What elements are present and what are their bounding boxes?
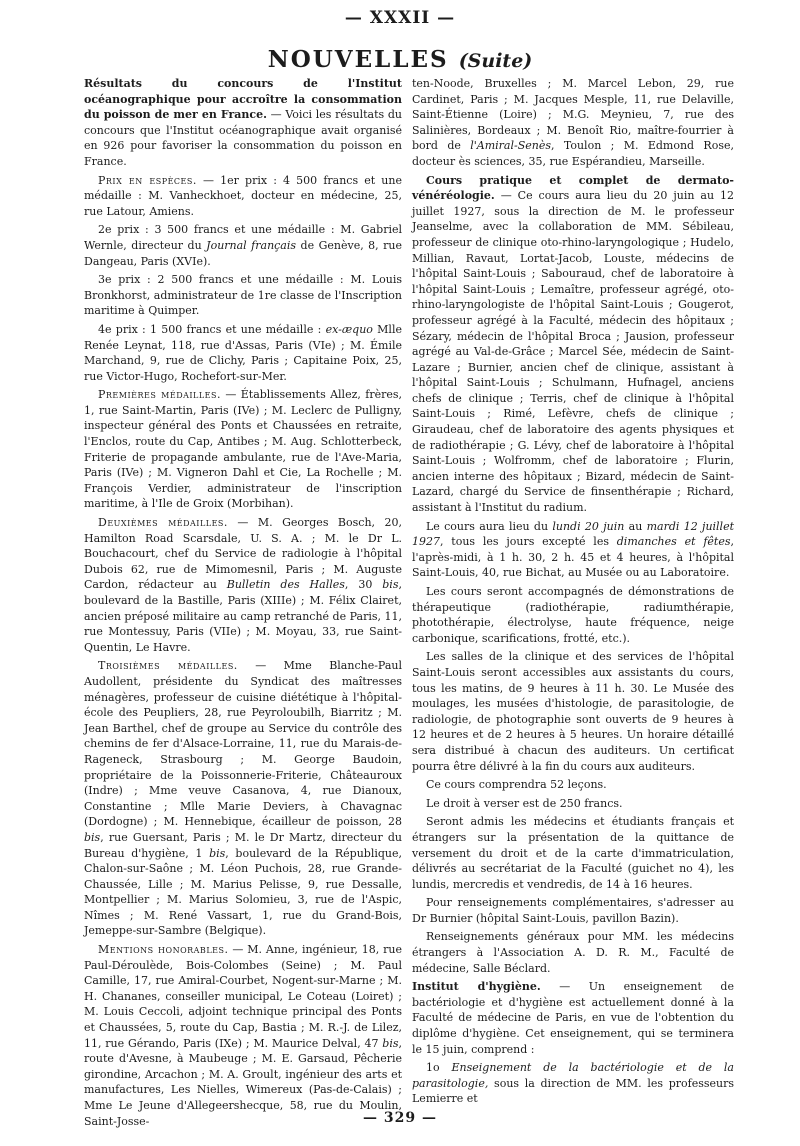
hygiene-item-1: 1o Enseignement de la bactériologie et de la parasitologie, sous la direction de MM. les professeurs Lemierre et [412,1061,734,1106]
title-suffix: (Suite) [458,50,533,72]
admission: Seront admis les médecins et étudiants français et étrangers sur la présentation de la quittance de versement du droit et de la carte d'immatriculation, délivrés au secrétariat de la Faculté (guichet no 4), les lundis, mercredis et vendredis, de 14 à 16 heures. [412,815,734,891]
oceanographic-heading: Résultats du concours de l'Institut océanographique pour accroître la consommation du poisson de mer en France. [84,77,402,122]
hygiene-heading: Institut d'hygiène. [412,980,541,994]
lecons: Ce cours comprendra 52 leçons. [426,778,607,792]
oceanographic-intro: Résultats du concours de l'Institut océanographique pour accroître la consommation du poisson de mer en France. — Voici les résultats du concours que l'Institut océanographique avait organisé en 926 pour favoriser la consommation du poisson en France. [84,77,402,168]
course-dates: Le cours aura lieu du lundi 20 juin au mardi 12 juillet 1927, tous les jours excepté les dimanches et fêtes, l'après-midi, à 1 h. 30, 2 h. 45 et 4 heures, à l'hôpital Saint-Louis, 40, rue Bichat, au Musée ou au Laboratoire. [412,519,735,580]
droit: Le droit à verser est de 250 francs. [426,796,623,810]
section-title [0,46,800,73]
renseignements: Pour renseignements complémentaires, s'adresser au Dr Burnier (hôpital Saint-Louis, pavillon Bazin). [412,896,734,925]
premieres-medailles: Premières médailles. — Établissements Allez, frères, 1, rue Saint-Martin, Paris (IVe) ; M. Leclerc de Pulligny, inspecteur général des Ponts et Chaussées en retraite, l'Enclos, route du Cap, Antibes ; M. Aug. Schlotterbeck, Friterie de propagande ambulante, rue de l'Ave-Maria, Paris (IVe) ; M. Vigneron Dahl et Cie, La Rochelle ; M. François Verdier, administrateur de l'inscription maritime, à l'Ile de Groix (Morbihan). [84,388,402,511]
hygiene-paragraph: Institut d'hygiène. — Un enseignement de bactériologie et d'hygiène est actuellement donné à la Faculté de médecine de Paris, en vue de l'obtention du diplôme d'hygiène. Cet enseignement, qui se terminera le 15 juin, comprend : [412,980,734,1056]
prix-2: 2e prix : 3 500 francs et une médaille : M. Gabriel Wernle, directeur du Journal français de Genève, 8, rue Dangeau, Paris (XVIe). [84,223,403,268]
salles: Les salles de la clinique et des services de l'hôpital Saint-Louis seront accessibles aux assistants du cours, tous les matins, de 9 heures à 11 h. 30. Le Musée des moulages, les musées d'histologie, de parasitologie, de radiologie, de photographie sont ouverts de 9 heures à 12 heures et de 2 heures à 5 heures. Un horaire détaillé sera distribué à chacun des auditeurs. Un certificat pourra être délivré à la fin du cours aux auditeurs. [412,650,734,773]
dermato-heading: Cours pratique et complet de dermato-vénéréologie. [412,173,734,203]
renseignements-generaux: Renseignements généraux pour MM. les médecins étrangers à l'Association A. D. R. M., Faculté de médecine, Salle Béclard. [412,930,734,975]
roman-page-number: — XXXII — [344,8,456,28]
prix-3: 3e prix : 2 500 francs et une médaille : M. Louis Bronkhorst, administrateur de 1re classe de l'Inscription maritime à Quimper. [84,273,402,318]
right-column [412,76,735,1106]
page-number: — 329 — [363,1110,437,1126]
mentions-honorables: Mentions honorables. — M. Anne, ingénieur, 18, rue Paul-Déroulède, Bois-Colombes (Seine) ; M. Paul Camille, 17, rue Amiral-Courbet, Nogent-sur-Marne ; M. H. Chananes, conseiller municipal, Le Coteau (Loiret) ; M. Louis Ceccoli, adjoint technique principal des Ponts et Chaussées, 5, route du Cap, Bastia ; M. R.-J. de Lilez, 11, rue Gérando, Paris (IXe) ; M. Maurice Delval, 47 bis, route d'Avesne, à Maubeuge ; M. E. Garsaud, Pêcherie girondine, Arcachon ; M. A. Groult, ingénieur des arts et manufactures, Les Nielles, Wimereux (Pas-de-Calais) ; Mme Le Jeune d'Allegeershecque, 58, rue du Moulin, Saint-Josse- [84,943,402,1128]
prix-4: 4e prix : 1 500 francs et une médaille : ex-æquo Mlle Renée Leynat, 118, rue d'Assas, Paris (VIe) ; M. Émile Marchand, 9, rue de Clichy, Paris ; Capitaine Poix, 25, rue Victor-Hugo, Rochefort-sur-Mer. [84,322,402,383]
troisiemes-medailles: Troisièmes médailles. — Mme Blanche-Paul Audollent, présidente du Syndicat des maîtresses ménagères, professeur de cuisine diététique à l'hôpital-école des Peupliers, 28, rue Peyroloubilh, Biarritz ; M. Jean Barthel, chef de groupe au Service du contrôle des chemins de fer d'Alsace-Lorraine, 11, rue du Marais-de-Rageneck, Strasbourg ; M. George Baudoin, propriétaire de la Poissonnerie-Friterie, Châteauroux (Indre) ; Mme veuve Casanova, 4, rue Dianoux, Constantine ; Mlle Marie Deviers, à Chavagnac (Dordogne) ; M. Hennebique, écailleur de poisson, 28 bis, rue Guersant, Paris ; M. le Dr Martz, directeur du Bureau d'hygiène, 1 bis, boulevard de la République, Chalon-sur-Saône ; M. Léon Puchois, 28, rue Grande-Chaussée, Lille ; M. Marius Pelisse, 9, rue Dessalle, Montpellier ; M. Marius Solomieu, 3, rue de l'Aspic, Nîmes ; M. René Vassart, 1, rue du Grand-Bois, Jemeppe-sur-Sambre (Belgique). [84,659,402,938]
prix-especes: Prix en espèces. — 1er prix : 4 500 francs et une médaille : M. Vanheckhoet, docteur en médecine, 25, rue Latour, Amiens. [84,173,402,218]
title-text: NOUVELLES [267,46,449,73]
mentions-continued: ten-Noode, Bruxelles ; M. Marcel Lebon, 29, rue Cardinet, Paris ; M. Jacques Mesple, 11, rue Delaville, Saint-Étienne (Loire) ; M.G. Meynieu, 7, rue des Salinières, Bordeaux ; M. Benoît Rio, maître-fourrier à bord de l'Amiral-Senès, Toulon ; M. Edmond Rose, docteur ès sciences, 35, rue Espérandieu, Marseille. [412,77,734,168]
dermato-course: Cours pratique et complet de dermato-vénéréologie. — Ce cours aura lieu du 20 juin au 12 juillet 1927, sous la direction de M. le professeur Jeanselme, avec la collaboration de MM. Sébileau, professeur de clinique oto-rhino-laryngologique ; Hudelo, Millian, Ravaut, Lortat-Jacob, Louste, médecins de l'hôpital Saint-Louis ; Sabouraud, chef de laboratoire à l'hôpital Saint-Louis ; Lemaître, professeur agrégé, oto-rhino-laryngologiste de l'hôpital Saint-Louis ; Gougerot, professeur agrégé à la Faculté, médecin des hôpitaux ; Sézary, médecin de l'hôpital Broca ; Jausion, professeur agrégé au Val-de-Grâce ; Marcel Sée, médecin de Saint-Lazare ; Burnier, ancien chef de clinique, assistant à l'hôpital Saint-Louis ; Schulmann, Hufnagel, anciens chefs de clinique ; Terris, chef de clinique à l'hôpital Saint-Louis ; Rimé, Lefèvre, chefs de clinique ; Giraudeau, chef de laboratoire des agents physiques et de radiothérapie ; G. Lévy, chef de laboratoire à l'hôpital Saint-Louis ; Wolfromm, chef de laboratoire ; Flurin, ancien interne des hôpitaux ; Bizard, médecin de Saint-Lazard, chargé du Service de finsenthérapie ; Richard, assistant à l'Institut du radium. [412,173,734,515]
demonstrations: Les cours seront accompagnés de démonstrations de thérapeutique (radiothérapie, radiumthérapie, photothérapie, électrolyse, haute fréquence, neige carbonique, scarifications, frotté, etc.). [412,585,734,645]
deuxiemes-medailles: Deuxièmes médailles. — M. Georges Bosch, 20, Hamilton Road Scarsdale, U. S. A. ; M. le Dr L. Bouchacourt, chef du Service de radiologie à l'hôpital Dubois 62, rue de Mimomesnil, Paris ; M. Auguste Cardon, rédacteur au Bulletin des Halles, 30 bis, boulevard de la Bastille, Paris (XIIIe) ; M. Félix Clairet, ancien préposé militaire au camp retranché de Paris, 11, rue Montessuy, Paris (VIIe) ; M. Moyau, 33, rue Saint-Quentin, Le Havre. [84,516,402,654]
